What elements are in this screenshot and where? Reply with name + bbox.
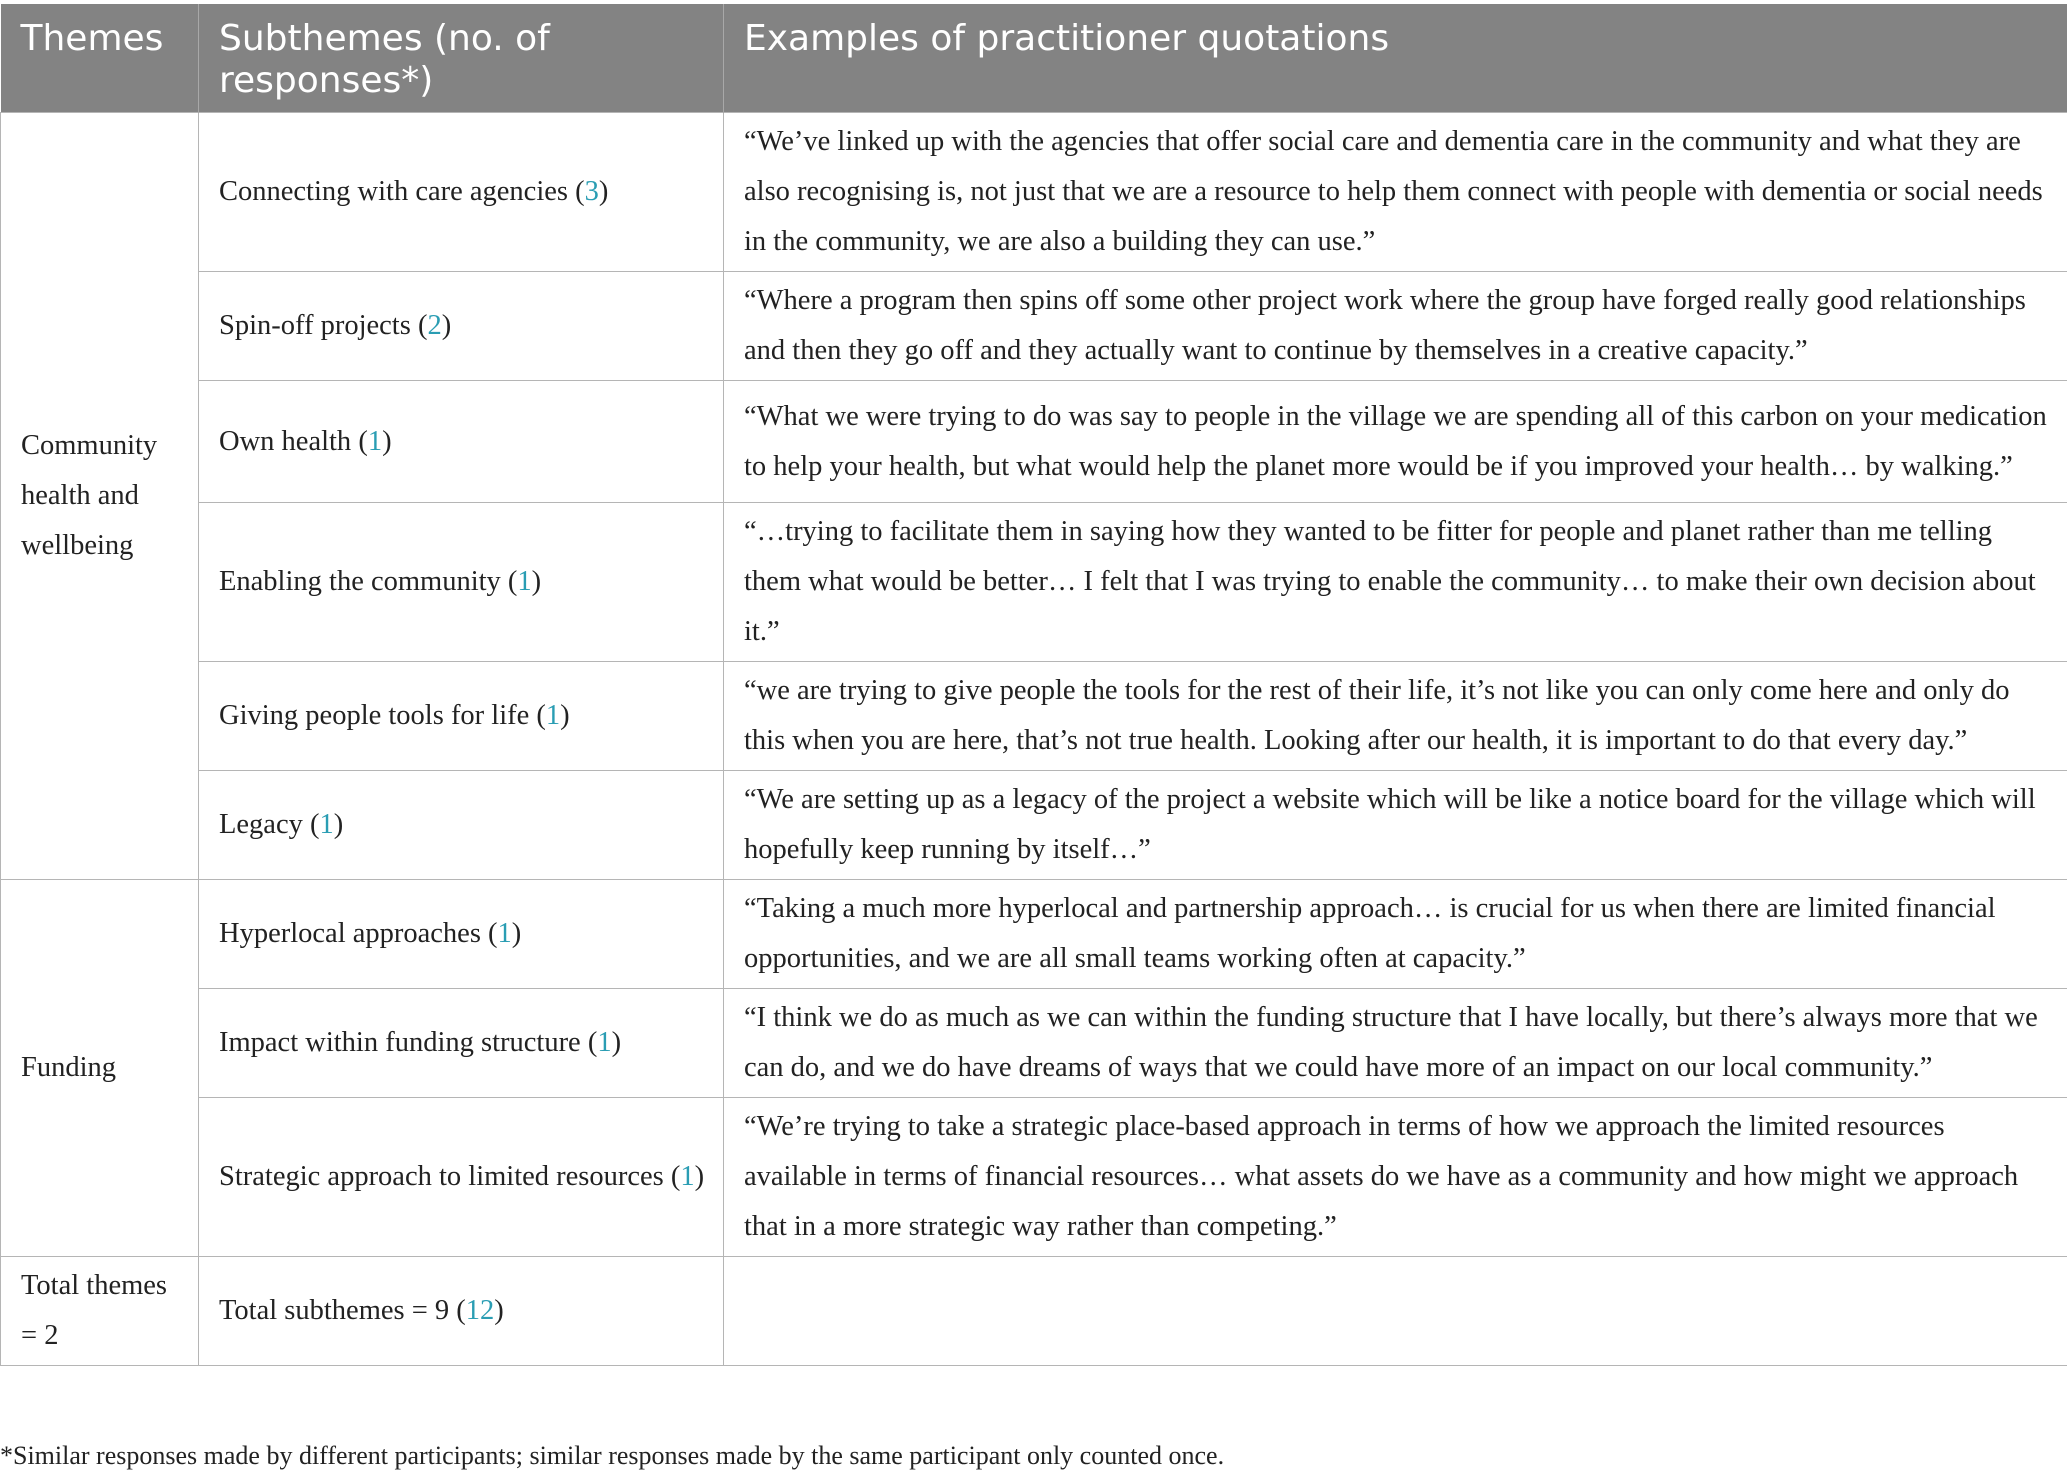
table-footnote: *Similar responses made by different participants; similar responses made by the same participant only counted once.	[0, 1441, 1225, 1470]
theme-cell: Community health and wellbeing	[1, 113, 199, 880]
total-response-count: 12	[465, 1295, 495, 1326]
subtheme-cell: Giving people tools for life (1)	[199, 662, 724, 771]
table-row	[1, 880, 2067, 989]
response-count: 1	[597, 1027, 612, 1058]
quote-cell: “We’ve linked up with the agencies that offer social care and dementia care in the community and what they are also recognising is, not just that we are a resource to help them connect with people with dementia or social needs in the community, we are also a building they can use.”	[724, 113, 2067, 272]
quote-cell: “What we were trying to do was say to people in the village we are spending all of this carbon on your medication to help your health, but what would help the planet more would be if you improved your health… by walking.”	[724, 381, 2067, 503]
response-count: 3	[584, 176, 599, 207]
quote-cell: “Taking a much more hyperlocal and partnership approach… is crucial for us when there are limited financial opportunities, and we are all small teams working often at capacity.”	[724, 880, 2067, 989]
subtheme-cell: Impact within funding structure (1)	[199, 989, 724, 1098]
response-count: 1	[367, 425, 383, 457]
total-quote-cell	[724, 1257, 2067, 1366]
table-row	[1, 989, 2067, 1098]
header-themes: Themes	[1, 4, 199, 113]
table-row	[1, 662, 2067, 771]
subtheme-label: Spin-off projects	[219, 310, 411, 341]
response-count: 2	[427, 310, 442, 341]
header-row	[1, 4, 2067, 113]
subtheme-label: Hyperlocal approaches	[219, 918, 481, 949]
quote-cell: “We are setting up as a legacy of the project a website which will be like a notice board for the village which will hopefully keep running by itself…”	[724, 771, 2067, 880]
subtheme-cell: Enabling the community (1)	[199, 503, 724, 662]
table-row	[1, 381, 2067, 503]
theme-cell: Funding	[1, 880, 199, 1257]
table-row	[1, 1098, 2067, 1257]
header-quotations: Examples of practitioner quotations	[724, 4, 2067, 113]
subtheme-label: Impact within funding structure	[219, 1027, 581, 1058]
table-row	[1, 113, 2067, 272]
subtheme-cell: Hyperlocal approaches (1)	[199, 880, 724, 989]
response-count: 1	[680, 1161, 695, 1192]
quote-cell: “we are trying to give people the tools for the rest of their life, it’s not like you can only come here and only do this when you are here, that’s not true health. Looking after our health, it is important to do that every day.”	[724, 662, 2067, 771]
response-count: 1	[517, 566, 532, 597]
subtheme-label: Legacy	[219, 809, 303, 840]
header-subthemes: Subthemes (no. of responses*)	[199, 4, 724, 113]
subtheme-cell: Legacy (1)	[199, 771, 724, 880]
subtheme-cell: Strategic approach to limited resources (1)	[199, 1098, 724, 1257]
total-subthemes-cell: Total subthemes = 9 (12)	[199, 1257, 724, 1366]
response-count: 1	[497, 918, 512, 949]
subtheme-label: Strategic approach to limited resources	[219, 1161, 664, 1192]
subtheme-cell: Connecting with care agencies (3)	[199, 113, 724, 272]
total-subthemes-label: Total subthemes = 9	[219, 1295, 450, 1326]
themes-table	[0, 4, 2067, 1366]
subtheme-cell: Spin-off projects (2)	[199, 272, 724, 381]
subtheme-label: Connecting with care agencies	[219, 176, 568, 207]
table-row	[1, 272, 2067, 381]
table-row	[1, 771, 2067, 880]
table-row	[1, 503, 2067, 662]
quote-cell: “We’re trying to take a strategic place-based approach in terms of how we approach the limited resources available in terms of financial resources… what assets do we have as a community and how might we approach that in a more strategic way rather than competing.”	[724, 1098, 2067, 1257]
quote-cell: “Where a program then spins off some other project work where the group have forged really good relationships and then they go off and they actually want to continue by themselves in a creative capacity.”	[724, 272, 2067, 381]
subtheme-label: Giving people tools for life	[219, 700, 530, 731]
quote-cell: “…trying to facilitate them in saying how they wanted to be fitter for people and planet rather than me telling them what would be better… I felt that I was trying to enable the community… to make their own decision about it.”	[724, 503, 2067, 662]
subtheme-label: Enabling the community	[219, 566, 501, 597]
response-count: 1	[319, 809, 334, 840]
total-row	[1, 1257, 2067, 1366]
total-themes-cell: Total themes = 2	[1, 1257, 199, 1366]
subtheme-cell: Own health (1)	[199, 381, 724, 503]
response-count: 1	[545, 700, 561, 731]
quote-cell: “I think we do as much as we can within the funding structure that I have locally, but there’s always more that we can do, and we do have dreams of ways that we could have more of an impact on our local community.”	[724, 989, 2067, 1098]
subtheme-label: Own health	[219, 425, 352, 457]
